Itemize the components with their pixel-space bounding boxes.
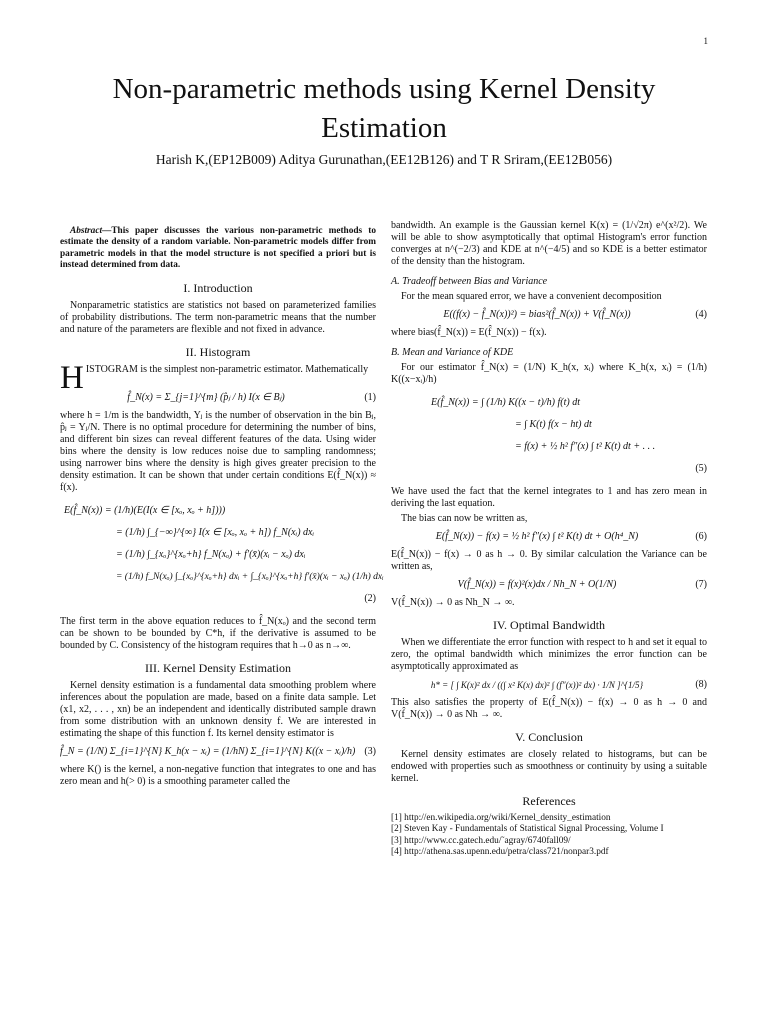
equation-1 (60, 392, 376, 404)
equation-8-body: h* = [ ∫ K(x)² dx / ((∫ x² K(x) dx)² ∫ (f″(x))² dx) · 1/N ]^{1/5} (430, 680, 644, 690)
section-heading-conclusion: V. Conclusion (515, 730, 583, 744)
section-heading-optimal-bandwidth: IV. Optimal Bandwidth (492, 618, 606, 632)
section-heading-histogram: II. Histogram (185, 344, 251, 359)
equation-5-number: (5) (695, 463, 707, 474)
drop-cap: H (60, 359, 84, 396)
left-column (60, 220, 384, 791)
equation-7-body: V(f̂_N(x)) = f(x)²(x)dx / Nh_N + O(1/N) (457, 579, 617, 590)
equation-7-number: (7) (695, 579, 707, 590)
bias-definition: where bias(f̂_N(x)) = E(f̂_N(x)) − f(x). (391, 327, 547, 338)
histogram-where: where h = 1/m is the bandwidth, Yⱼ is the number of observation in the bin Bⱼ, p̂ⱼ = Yⱼ/N. There is no optimal procedure for determining the number of bins, and different bin sizes can reveal different features of the data. Using wider bins where the density is low reduces noise due to sampling randomness; using narrower bins where the density is high gives greater precision to the density estimation. It can be shown that under certain conditions E(f̂_N(x)) ≈ f(x). (60, 409, 376, 493)
equation-5-line-2: = ∫ K(t) f(x − ht) dt (515, 419, 592, 430)
equation-5-line-3: = f(x) + ½ h² f″(x) ∫ t² K(t) dt + . . . (515, 441, 656, 452)
abstract-lead: Abstract (70, 226, 103, 236)
paper-title: Non-parametric methods using Kernel Density Estimation (112, 73, 656, 144)
abstract (60, 226, 376, 272)
equation-6-number: (6) (695, 531, 707, 542)
reference-item: [2] Steven Kay - Fundamentals of Statistical Signal Processing, Volume I (391, 824, 664, 835)
histogram-intro (60, 359, 376, 396)
kde-after: where K() is the kernel, a non-negative function that integrates to one and has zero mean and h(> 0) is a smoothing parameter called the (60, 763, 376, 787)
equation-6 (391, 531, 707, 543)
reference-item[interactable]: [4] http://athena.sas.upenn.edu/petra/class721/nonpar3.pdf (391, 847, 609, 858)
equation-2-line-4: = (1/h) f_N(xₒ) ∫_{xₒ}^{xₒ+h} dxᵢ + ∫_{xₒ}^{xₒ+h} f′(x̄)(xᵢ − xₒ) (1/h) dxᵢ (116, 571, 384, 582)
optimal-bandwidth-after: This also satisfies the property of E(f̂_N(x)) − f(x) → 0 as h → 0 and V(f̂_N(x)) → 0 as Nh → ∞. (391, 697, 707, 720)
reference-list (391, 813, 707, 859)
equation-5 (395, 392, 707, 480)
equation-4-body: E((f(x) − f̂_N(x))²) = bias²(f̂_N(x)) + V(f̂_N(x)) (443, 309, 631, 320)
equation-6-body: E(f̂_N(x)) − f(x) = ½ h² f″(x) ∫ t² K(t) dt + O(h⁴_N) (435, 531, 639, 542)
subsection-heading-bias-variance: A. Tradeoff between Bias and Variance (391, 276, 548, 287)
bias-variance-text: For the mean squared error, we have a convenient decomposition (401, 291, 662, 302)
reference-item[interactable]: [1] http://en.wikipedia.org/wiki/Kernel_density_estimation (391, 813, 611, 823)
equation-2-line-3: = (1/h) ∫_{xₒ}^{xₒ+h} f_N(xₒ) + f′(x̄)(xᵢ − xₒ) dxᵢ (116, 548, 306, 560)
equation-4 (391, 309, 707, 321)
conclusion-text: Kernel density estimates are closely related to histograms, but can be endowed with properties such as smoothness or continuity by using a suitable kernel. (391, 749, 707, 784)
variance-after: V(f̂_N(x)) → 0 as Nh_N → ∞. (391, 597, 515, 608)
page-number: 1 (703, 36, 708, 46)
variance-intro: E(f̂_N(x)) − f(x) → 0 as h → 0. By similar calculation the Variance can be written as, (391, 549, 707, 572)
section-heading-introduction: I. Introduction (183, 280, 253, 295)
bandwidth-paragraph: bandwidth. An example is the Gaussian kernel K(x) = (1/√2π) e^(x²/2). We will be able to show asymptotically that optimal Histogram's error function converges at n^(−2/3) and KDE at n^(−4/5) and so KDE is a better estimator of the density than the histogram. (391, 220, 707, 267)
equation-3-number: (3) (364, 745, 376, 757)
equation-3 (60, 746, 376, 758)
estimator-definition: For our estimator f̂_N(x) = (1/N) K_h(x, xᵢ) where K_h(x, xᵢ) = (1/h) K((x−xᵢ)/h) (391, 362, 707, 385)
bias-intro: The bias can now be written as, (401, 513, 528, 524)
section-heading-kde: III. Kernel Density Estimation (145, 660, 291, 675)
reference-item[interactable]: [3] http://www.cc.gatech.edu/˜agray/6740fall09/ (391, 835, 571, 846)
kde-derivation-note: We have used the fact that the kernel integrates to 1 and has zero mean in deriving the last equation. (391, 486, 707, 509)
subsection-heading-mean-variance: B. Mean and Variance of KDE (391, 347, 514, 358)
equation-1-number: (1) (364, 391, 376, 403)
equation-8-number: (8) (695, 679, 707, 690)
equation-2-number: (2) (364, 592, 376, 604)
section-heading-references: References (522, 794, 576, 808)
equation-8 (391, 679, 707, 691)
authors: Harish K,(EP12B009) Aditya Gurunathan,(EE12B126) and T R Sriram,(EE12B056) (155, 152, 613, 167)
equation-7 (391, 579, 707, 591)
equation-4-number: (4) (695, 309, 707, 320)
optimal-bandwidth-text: When we differentiate the error function with respect to h and set it equal to zero, the optimal bandwidth which minimizes the error function can be asymptotically approximated as (391, 637, 707, 672)
right-column (391, 220, 707, 859)
equation-5-line-1: E(f̂_N(x)) = ∫ (1/h) K((x − t)/h) f(t) dt (431, 397, 580, 408)
equation-2 (64, 500, 384, 610)
histogram-after: The first term in the above equation reduces to f̂_N(xₒ) and the second term can be shown to be bounded by C*h, if the derivative is assumed to be bounded by C. Consistency of the histogram requires that h→0 as n→∞. (60, 615, 376, 651)
equation-3-body: f̂_N = (1/N) Σ_{i=1}^{N} K_h(x − xᵢ) = (1/hN) Σ_{i=1}^{N} K((x − xᵢ)/h) (60, 745, 356, 757)
equation-2-line-2: = (1/h) ∫_{−∞}^{∞} I(x ∈ [xₒ, xₒ + h]) f_N(xᵢ) dxᵢ (116, 526, 315, 538)
equation-2-line-1: E(f̂_N(x)) = (1/h)(E(I(x ∈ [xₒ, xₒ + h]))) (64, 504, 226, 516)
equation-1-body: f̂_N(x) = Σ_{j=1}^{m} (p̂ⱼ / h) I(x ∈ Bⱼ) (127, 391, 285, 403)
abstract-text: —This paper discusses the various non-parametric methods to estimate the density of a random variable. Non-parametric models differ from parametric models in that the model structure is not specified a priori but is instead determined from data. (60, 226, 376, 271)
histogram-intro-text: ISTOGRAM is the simplest non-parametric estimator. Mathematically (85, 363, 369, 375)
kde-paragraph: Kernel density estimation is a fundamental data smoothing problem where inferences about the population are made, based on a finite data sample. Let (x1, x2, . . . , xn) be an independent and identically distributed sample drawn from some distribution with an unknown density f. We are interested in estimating the shape of this function f. Its kernel density estimator is (60, 679, 376, 739)
intro-paragraph: Nonparametric statistics are statistics not based on parameterized families of probability distributions. The term non-parametric means that the number and nature of the parameters are flexible and not fixed in advance. (60, 299, 376, 335)
